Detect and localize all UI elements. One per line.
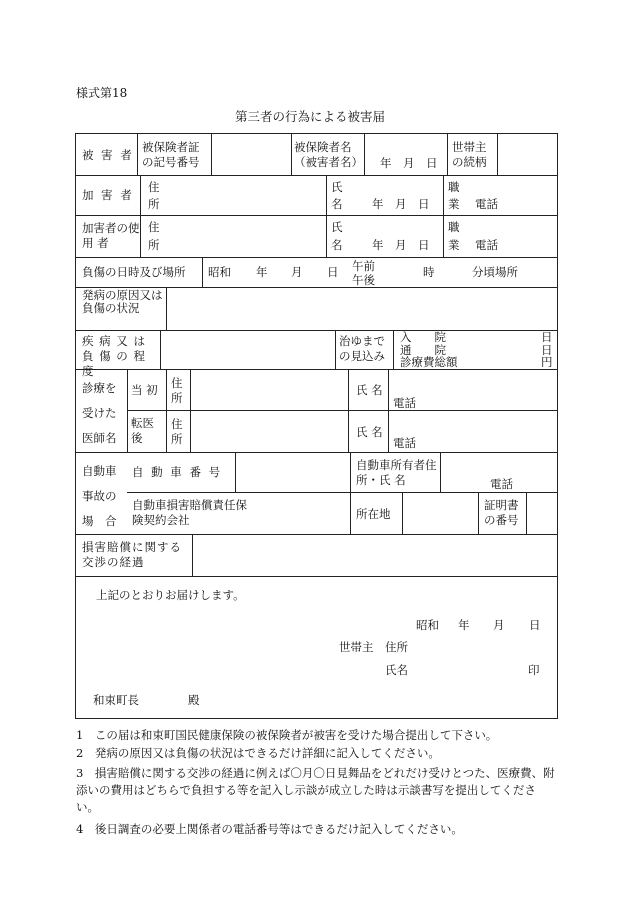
- label-kagaisha: 加 害 者: [82, 188, 134, 202]
- label-gozen: 午前: [352, 259, 375, 273]
- form-number: 様式第18: [76, 86, 128, 100]
- label-sho: 所: [148, 197, 160, 211]
- label-tenin-jusho: 住所: [171, 417, 183, 446]
- label-shoshin-shimei: 氏 名: [356, 383, 383, 397]
- label-jidosha-bango: 自 動 車 番 号: [132, 465, 223, 479]
- label-shomeisho: 証明書の番号: [484, 498, 519, 527]
- label-nyuin: 入 院: [400, 330, 446, 344]
- label-tsuin-hi: 日: [541, 343, 553, 357]
- label-songai-kosho: 損害賠償に関する交渉の経過: [82, 540, 182, 569]
- label-nen: 年: [256, 265, 268, 279]
- label-kagaisha-date: 年 月 日: [372, 197, 430, 211]
- label-denwa: 電話: [475, 197, 498, 211]
- declaration-text: 上記のとおりお届けします。: [96, 588, 245, 602]
- label-shoku: 職: [448, 180, 460, 194]
- label-fun-basho: 分頃場所: [472, 265, 518, 279]
- label-ji: 時: [423, 265, 435, 279]
- label-chiyu: 治ゆまでの見込み: [339, 334, 385, 363]
- label-tsuki: 月: [291, 265, 303, 279]
- declaration-showa: 昭和: [416, 618, 439, 632]
- addressee-dono: 殿: [188, 693, 200, 707]
- label-gogo: 午後: [352, 273, 375, 287]
- note-4: 4 後日調査の必要上関係者の電話番号等はできるだけ記入してください。: [76, 822, 463, 836]
- declaration-shimei: 氏名: [385, 663, 408, 677]
- note-2: 2 発病の原因又は負傷の状況はできるだけ詳細に記入してください。: [76, 746, 440, 760]
- addressee: 和束町長: [93, 693, 139, 707]
- label-shoshin-denwa: 電話: [393, 396, 416, 410]
- declaration-tsuki: 月: [493, 618, 505, 632]
- declaration-setainushi: 世帯主: [339, 640, 374, 654]
- label-shoku-2: 職: [448, 220, 460, 234]
- label-sho-2: 所: [148, 238, 160, 252]
- label-shiyosha-date: 年 月 日: [372, 238, 430, 252]
- page-title: 第三者の行為による被害届: [235, 109, 386, 124]
- label-tenin-denwa: 電話: [393, 436, 416, 450]
- label-shippei: 疾 病 又 は負 傷 の 程 度: [82, 334, 146, 378]
- label-ju: 住: [148, 180, 160, 194]
- label-hihoken-kigo: 被保険者証の記号番号: [142, 140, 200, 169]
- label-showa: 昭和: [208, 265, 231, 279]
- label-hihoken-name: 被保険者名（被害者名）: [294, 140, 363, 169]
- label-shoyu-denwa: 電話: [490, 477, 513, 491]
- label-shozaichi: 所在地: [356, 507, 391, 521]
- label-denwa-2: 電話: [475, 238, 498, 252]
- note-1: 1 この届は和束町国民健康保険の被保険者が被害を受けた場合提出して下さい。: [76, 728, 498, 742]
- label-gyo: 業: [448, 197, 460, 211]
- declaration-nen: 年: [458, 618, 470, 632]
- label-mei: 名: [331, 197, 343, 211]
- label-shinryohi: 診療費総額: [400, 355, 458, 369]
- note-3: 3 損害賠償に関する交渉の経過に例えば〇月〇日見舞品をどれだけ受けとつた、医療費、附添いの費用はどちらで負担する等を記入し示談が成立した時は示談書写を提出してください。: [76, 766, 555, 814]
- label-kagaisha-shiyosha: 加害者の使 用 者: [82, 221, 140, 250]
- declaration-jusho: 住所: [385, 640, 408, 654]
- label-shi-2: 氏: [331, 220, 343, 234]
- label-shoshin: 当 初: [131, 383, 158, 397]
- label-shi: 氏: [331, 180, 343, 194]
- label-shoshin-jusho: 住所: [171, 376, 183, 405]
- label-hi: 日: [327, 265, 339, 279]
- label-shinryo-ishi: 診療を受けた医師名: [82, 381, 117, 445]
- label-jidosha-shoyu: 自動車所有者住 所・氏 名: [356, 458, 437, 487]
- label-mei-2: 名: [331, 238, 343, 252]
- label-jidosha-jiko: 自動車事故の場 合: [82, 464, 117, 528]
- label-jibaiseki: 自動車損害賠償責任保険契約会社: [132, 498, 247, 527]
- label-en: 円: [541, 355, 553, 369]
- label-gyo-2: 業: [448, 238, 460, 252]
- label-tenin: 転医後: [131, 416, 154, 445]
- label-setai-zokugara: 世帯主の続柄: [452, 140, 487, 169]
- label-birth-date: 年 月 日: [380, 156, 438, 170]
- label-higaisha: 被 害 者: [82, 148, 134, 162]
- declaration-hi: 日: [529, 618, 541, 632]
- label-hatsubyo-gen: 発病の原因又は負傷の状況: [82, 288, 163, 315]
- label-fusho-nichiji: 負傷の日時及び場所: [82, 265, 186, 279]
- seal-mark: 印: [528, 663, 540, 677]
- label-nyuin-hi: 日: [541, 330, 553, 344]
- label-ju-2: 住: [148, 220, 160, 234]
- label-tsuin: 通 院: [400, 343, 446, 357]
- label-tenin-shimei: 氏 名: [356, 425, 383, 439]
